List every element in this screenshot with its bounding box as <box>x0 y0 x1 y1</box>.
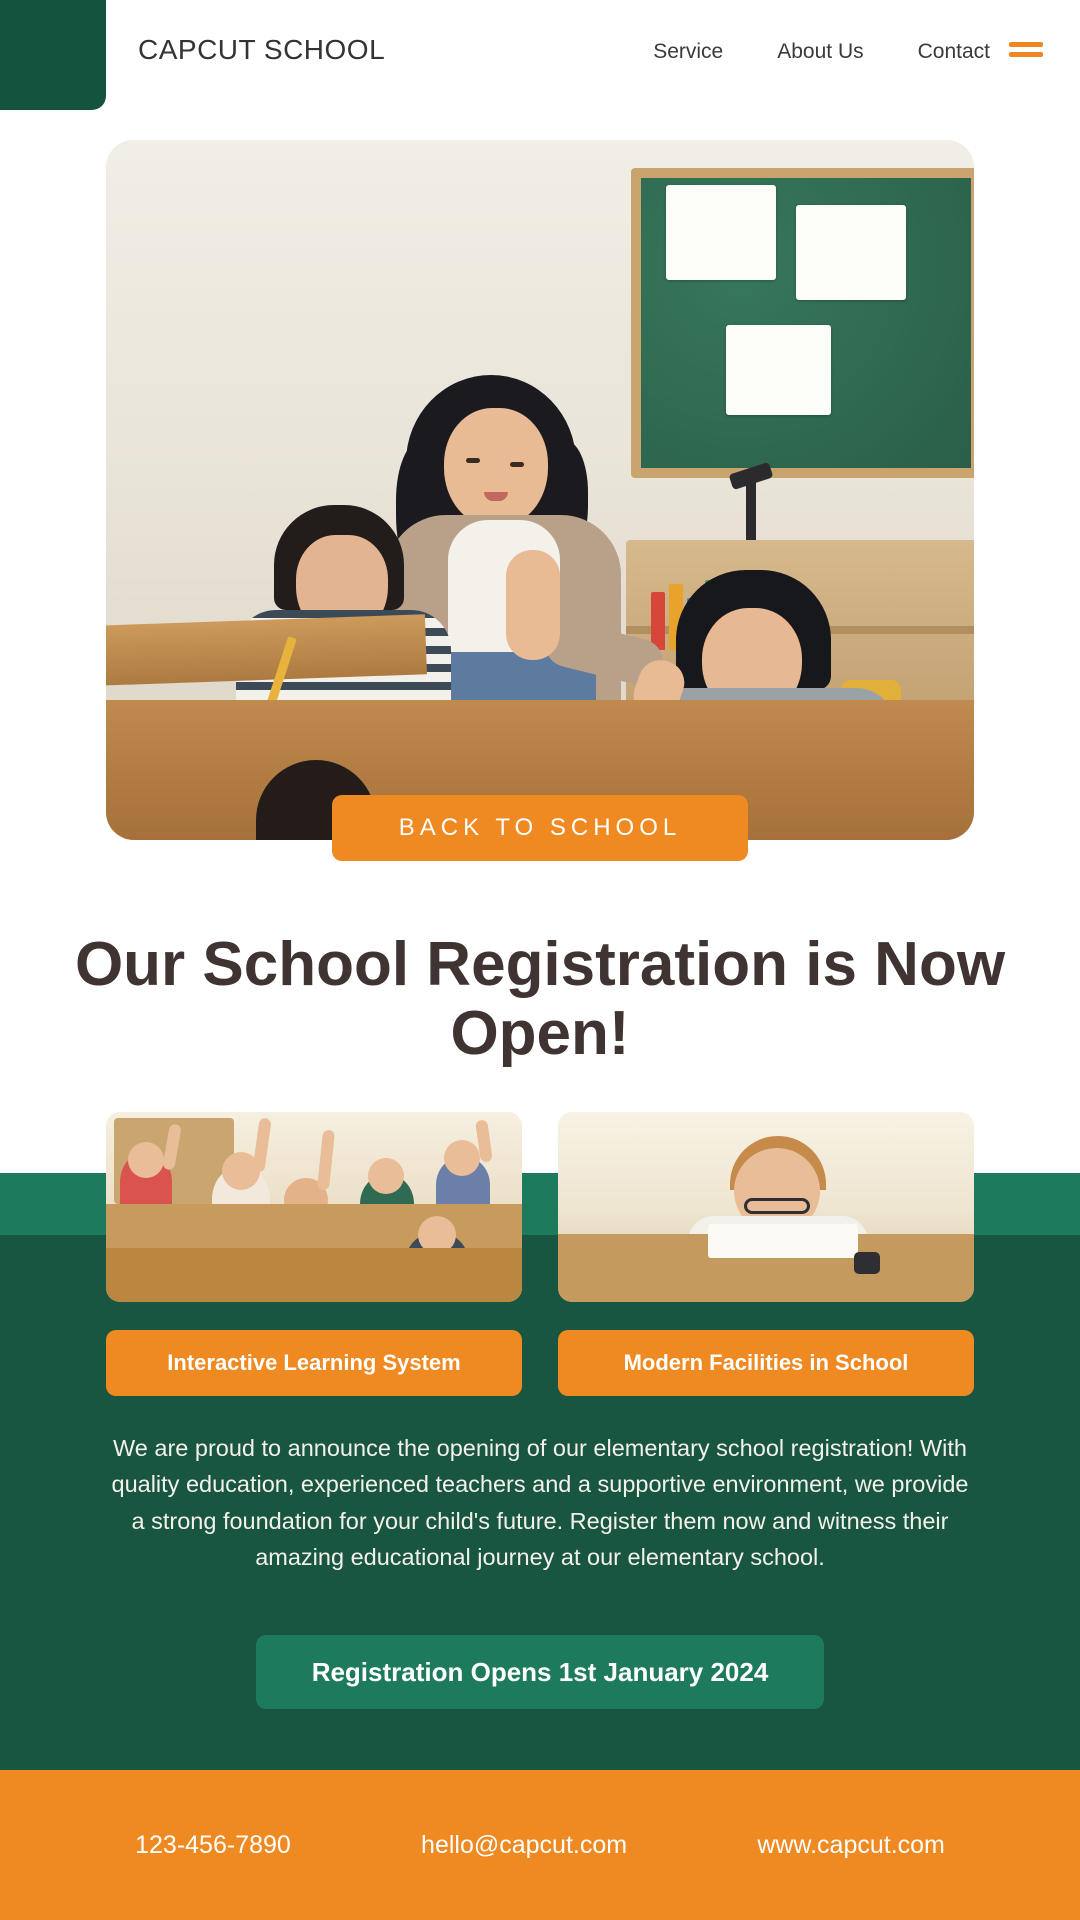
hamburger-line-2 <box>1009 52 1043 57</box>
desk-row-2 <box>106 1248 522 1302</box>
site-header <box>0 0 1080 110</box>
open-book <box>708 1224 858 1258</box>
header-accent-block <box>0 0 106 110</box>
feature-image-1 <box>106 1112 522 1302</box>
main-nav <box>653 40 990 64</box>
feature-cards <box>106 1112 974 1396</box>
hamburger-line-1 <box>1009 42 1043 47</box>
desk-left <box>106 614 427 685</box>
teacher-hand <box>506 550 560 660</box>
feature-button-interactive-learning[interactable]: Interactive Learning System <box>106 1330 522 1396</box>
registration-cta-button[interactable]: Registration Opens 1st January 2024 <box>256 1635 824 1709</box>
nav-item-contact[interactable]: Contact <box>917 40 990 63</box>
hero-image <box>106 140 974 840</box>
feature-card-2 <box>558 1112 974 1396</box>
footer-email[interactable]: hello@capcut.com <box>421 1830 628 1859</box>
feature-card-1 <box>106 1112 522 1396</box>
drawing-paper-2 <box>796 205 906 300</box>
footer-website[interactable]: www.capcut.com <box>757 1830 945 1859</box>
site-footer <box>0 1770 1080 1920</box>
footer-phone[interactable]: 123-456-7890 <box>135 1830 291 1859</box>
teacher-eye-right <box>510 462 524 467</box>
drawing-paper-1 <box>666 185 776 280</box>
watch-icon <box>854 1252 880 1274</box>
hamburger-icon[interactable] <box>1009 42 1043 57</box>
status-badge: BACK TO SCHOOL <box>332 795 748 861</box>
drawing-paper-3 <box>726 325 831 415</box>
page-title: CAPCUT SCHOOL <box>138 34 386 65</box>
feature-image-2 <box>558 1112 974 1302</box>
teacher-face <box>444 408 548 528</box>
glasses-icon <box>744 1198 810 1214</box>
headline: Our School Registration is Now Open! <box>74 930 1006 1069</box>
feature-button-modern-facilities[interactable]: Modern Facilities in School <box>558 1330 974 1396</box>
description-text: We are proud to announce the opening of our elementary school registration! With quality education, experienced teachers and a supportive environment, we provide a strong foundation for your child's future. Register them now and witness their amazing educational journey at our elementary school. <box>111 1435 969 1571</box>
classroom-photo <box>106 140 974 840</box>
teacher-eye-left <box>466 458 480 463</box>
nav-item-service[interactable]: Service <box>653 40 724 63</box>
nav-item-about-us[interactable]: About Us <box>777 40 864 63</box>
